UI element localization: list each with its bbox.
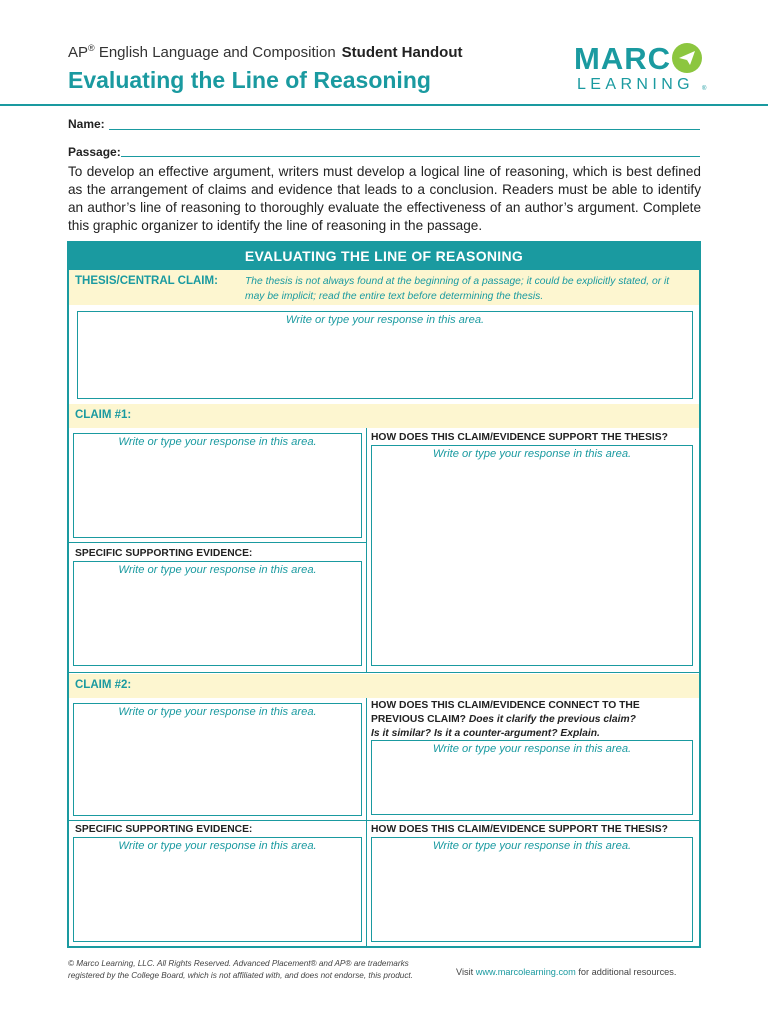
course-reg-mark: ®: [88, 43, 95, 53]
logo-subword: LEARNING: [577, 76, 694, 93]
header-divider: [0, 104, 768, 106]
connect-question-line1: HOW DOES THIS CLAIM/EVIDENCE CONNECT TO THE: [371, 700, 640, 711]
claim2-support-question: HOW DOES THIS CLAIM/EVIDENCE SUPPORT THE THESIS?: [371, 824, 668, 835]
marcolearning-link[interactable]: www.marcolearning.com: [475, 967, 576, 977]
claim2-band: [69, 674, 699, 698]
claim1-row-divider: [69, 542, 366, 543]
claim1-label: CLAIM #1:: [75, 409, 132, 421]
claim2-row-divider: [69, 820, 699, 821]
claim2-connect-response-area[interactable]: [371, 740, 693, 815]
placeholder-text: Write or type your response in this area.: [118, 436, 317, 448]
intro-paragraph: To develop an effective argument, writers must develop a logical line of reasoning, which is best defined as the arrangement of claims and evidence that leads to a conclusion. Readers must be able to identify an author’s line of reasoning to thoroughly evaluate the effectiveness of an author’s argument. Complete this graphic organizer to identify the line of reasoning in the passage.: [68, 164, 701, 233]
claim1-evidence-label: SPECIFIC SUPPORTING EVIDENCE:: [75, 548, 253, 559]
logo-word-left: MARC: [574, 41, 671, 76]
placeholder-text: Write or type your response in this area.: [118, 840, 317, 852]
copyright-notice: [68, 958, 448, 982]
handout-label: Student Handout: [341, 44, 463, 61]
thesis-response-area[interactable]: [77, 311, 693, 399]
logo-wordmark: [574, 42, 702, 76]
marco-learning-logo: [574, 42, 710, 98]
placeholder-text: Write or type your response in this area.: [432, 743, 632, 755]
thesis-band: [69, 270, 699, 305]
visit-suffix: for additional resources.: [575, 967, 677, 977]
thesis-label: THESIS/CENTRAL CLAIM:: [75, 275, 218, 287]
placeholder-text: Write or type your response in this area.: [118, 706, 317, 718]
claim2-support-response-area[interactable]: [371, 837, 693, 942]
logo-reg-mark: ®: [702, 86, 707, 92]
claim2-response-area[interactable]: [73, 703, 362, 816]
claim2-evidence-label: SPECIFIC SUPPORTING EVIDENCE:: [75, 824, 253, 835]
course-prefix: AP: [68, 44, 89, 61]
placeholder-text: Write or type your response in this area.: [118, 564, 317, 576]
copyright-line2: registered by the College Board, which is not affiliated with, and does not endorse, this product.: [68, 971, 413, 980]
copyright-line1: © Marco Learning, LLC. All Rights Reserved. Advanced Placement® and AP® are trademarks: [68, 959, 409, 968]
passage-field[interactable]: [121, 156, 700, 157]
placeholder-text: Write or type your response in this area.: [432, 840, 632, 852]
visit-prefix: Visit: [456, 967, 476, 977]
paper-plane-icon: [672, 43, 702, 73]
passage-label: Passage:: [68, 145, 121, 159]
claim2-evidence-response-area[interactable]: [73, 837, 362, 942]
connect-question-line2: PREVIOUS CLAIM?: [371, 714, 466, 725]
claim2-label: CLAIM #2:: [75, 679, 132, 691]
name-label: Name:: [68, 117, 105, 131]
claim1-bottom-divider: [69, 672, 699, 673]
placeholder-text: Write or type your response in this area.: [432, 448, 632, 460]
claim1-column-divider: [366, 428, 367, 673]
claim1-support-response-area[interactable]: [371, 445, 693, 666]
connect-question-italic2: Is it similar? Is it a counter-argument? Explain.: [371, 728, 600, 739]
placeholder-text: Write or type your response in this area.: [285, 314, 485, 326]
claim2-column-divider: [366, 698, 367, 946]
course-rest: English Language and Composition: [94, 44, 336, 61]
thesis-note: The thesis is not always found at the beginning of a passage; it could be explicitly stated, or it may be implicit; read the entire text before determining the thesis.: [245, 276, 670, 302]
claim1-response-area[interactable]: [73, 433, 362, 538]
claim1-evidence-response-area[interactable]: [73, 561, 362, 666]
connect-question-italic1: Does it clarify the previous claim?: [468, 714, 636, 725]
claim1-support-question: HOW DOES THIS CLAIM/EVIDENCE SUPPORT THE THESIS?: [371, 432, 668, 443]
claim2-connect-question: [371, 699, 640, 741]
organizer-banner: EVALUATING THE LINE OF REASONING: [69, 243, 699, 270]
page-title: Evaluating the Line of Reasoning: [68, 67, 431, 93]
resources-note: [456, 967, 676, 977]
graphic-organizer: [67, 241, 701, 948]
name-field[interactable]: [109, 129, 700, 130]
claim1-band: [69, 404, 699, 428]
course-name: [68, 43, 463, 61]
